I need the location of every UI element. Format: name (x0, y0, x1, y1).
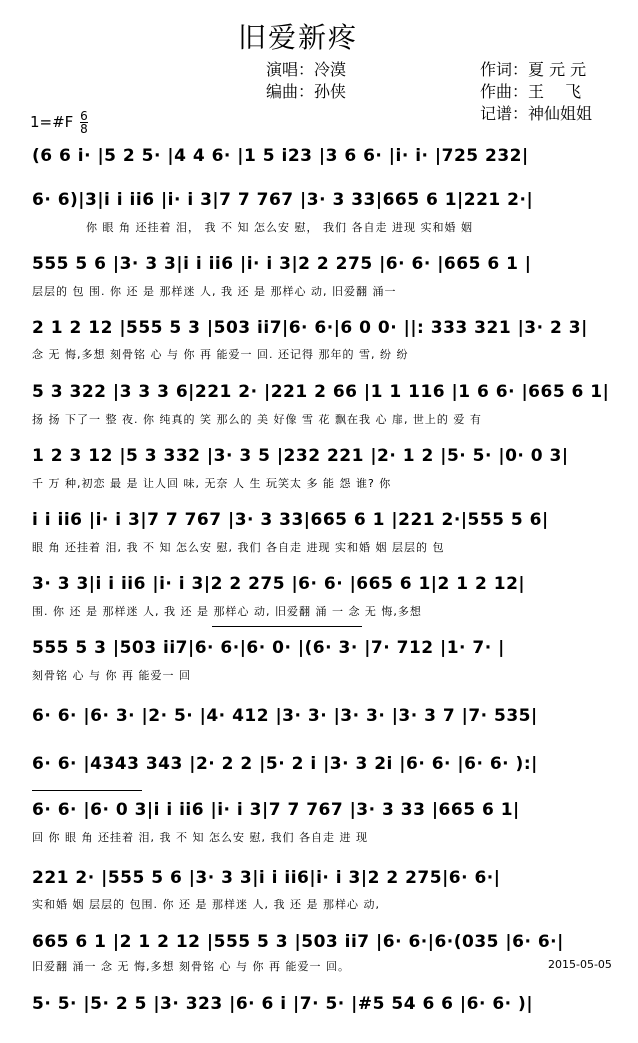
score-line-5-notes: 5 3 322 |3 3 3 6|221 2· |221 2 66 |1 1 116 |1 6 6· |665 6 1| (32, 382, 610, 402)
score-line-12-notes: 6· 6· |6· 0 3|i i ii6 |i· i 3|7 7 767 |3· 3 33 |665 6 1| (32, 800, 520, 820)
transcription-date: 2015-05-05 (548, 958, 612, 971)
score-line-7-lyric: 眼 角 还挂着 泪, 我 不 知 怎么安 慰, 我们 各自走 进现 实和婚 姻 层层的 包 (32, 541, 445, 554)
time-signature (80, 110, 88, 135)
score-line-3-lyric: 层层的 包 围. 你 还 是 那样迷 人, 我 还 是 那样心 动, 旧爱翻 涌一 (32, 285, 397, 298)
score-line-13-lyric: 实和婚 姻 层层的 包围. 你 还 是 那样迷 人, 我 还 是 那样心 动, (32, 898, 380, 911)
lyricist-credit: 作词：夏 元 元 (480, 60, 587, 79)
score-line-14-notes: 665 6 1 |2 1 2 12 |555 5 3 |503 ii7 |6· 6·|6·(035 |6· 6·| (32, 932, 564, 952)
score-line-13-notes: 221 2· |555 5 6 |3· 3 3|i i ii6|i· i 3|2 2 275|6· 6·| (32, 868, 501, 888)
transcriber-credit: 记谱：神仙姐姐 (480, 104, 593, 123)
score-line-2-notes: 6· 6)|3|i i ii6 |i· i 3|7 7 767 |3· 3 33|665 6 1|221 2·| (32, 190, 534, 210)
score-line-14-lyric: 旧爱翻 涌一 念 无 悔,多想 刻骨铭 心 与 你 再 能爱一 回。 (32, 960, 350, 973)
score-line-1-notes: (6 6 i· |5 2 5· |4 4 6· |1 5 i23 |3 6 6· |i· i· |725 232| (32, 146, 529, 166)
arranger-credit: 编曲：孙侠 (266, 82, 347, 101)
time-signature-bottom: 8 (80, 122, 88, 136)
score-line-4-notes: 2 1 2 12 |555 5 3 |503 ii7|6· 6·|6 0 0· ||: 333 321 |3· 2 3| (32, 318, 588, 338)
score-line-6-notes: 1 2 3 12 |5 3 332 |3· 3 5 |232 221 |2· 1 2 |5· 5· |0· 0 3| (32, 446, 569, 466)
score-line-15-notes: 5· 5· |5· 2 5 |3· 323 |6· 6 i |7· 5· |#5 54 6 6 |6· 6· )| (32, 994, 534, 1014)
score-line-6-lyric: 千 万 种,初恋 最 是 让人回 味, 无奈 人 生 玩笑太 多 能 怨 谁? 你 (32, 477, 392, 490)
score-line-9-notes: 555 5 3 |503 ii7|6· 6·|6· 0· |(6· 3· |7· 712 |1· 7· | (32, 638, 505, 658)
score-line-3-notes: 555 5 6 |3· 3 3|i i ii6 |i· i 3|2 2 275 |6· 6· |665 6 1 | (32, 254, 532, 274)
song-title: 旧爱新疼 (238, 21, 359, 54)
volta-bracket-1 (212, 626, 362, 627)
score-line-4-lyric: 念 无 悔,多想 刻骨铭 心 与 你 再 能爱一 回. 还记得 那年的 雪, 纷 纷 (32, 348, 409, 361)
score-line-8-notes: 3· 3 3|i i ii6 |i· i 3|2 2 275 |6· 6· |665 6 1|2 1 2 12| (32, 574, 526, 594)
singer-credit: 演唱：冷漠 (266, 60, 347, 79)
volta-bracket-2 (32, 790, 142, 791)
score-line-8-lyric: 围. 你 还 是 那样迷 人, 我 还 是 那样心 动, 旧爱翻 涌 一 念 无 悔,多想 (32, 605, 422, 618)
score-line-5-lyric: 扬 扬 下了一 整 夜. 你 纯真的 笑 那么的 美 好像 雪 花 飘在我 心 扉, 世上的 爱 有 (32, 413, 482, 426)
score-line-11-notes: 6· 6· |4343 343 |2· 2 2 |5· 2 i |3· 3 2i |6· 6· |6· 6· ):| (32, 754, 538, 774)
key-label: 1=#F (30, 113, 74, 131)
composer-credit: 作曲：王 飞 (480, 82, 582, 101)
time-signature-top: 6 (80, 109, 88, 123)
score-line-10-notes: 6· 6· |6· 3· |2· 5· |4· 412 |3· 3· |3· 3· |3· 3 7 |7· 535| (32, 706, 538, 726)
score-line-12-lyric: 回 你 眼 角 还挂着 泪, 我 不 知 怎么安 慰, 我们 各自走 进 现 (32, 831, 368, 844)
key-signature (30, 110, 88, 135)
score-line-9-lyric: 刻骨铭 心 与 你 再 能爱一 回 (32, 669, 191, 682)
score-line-7-notes: i i ii6 |i· i 3|7 7 767 |3· 3 33|665 6 1 |221 2·|555 5 6| (32, 510, 549, 530)
score-line-2-lyric: 你 眼 角 还挂着 泪， 我 不 知 怎么安 慰， 我们 各自走 进现 实和婚 姻 (86, 221, 473, 234)
